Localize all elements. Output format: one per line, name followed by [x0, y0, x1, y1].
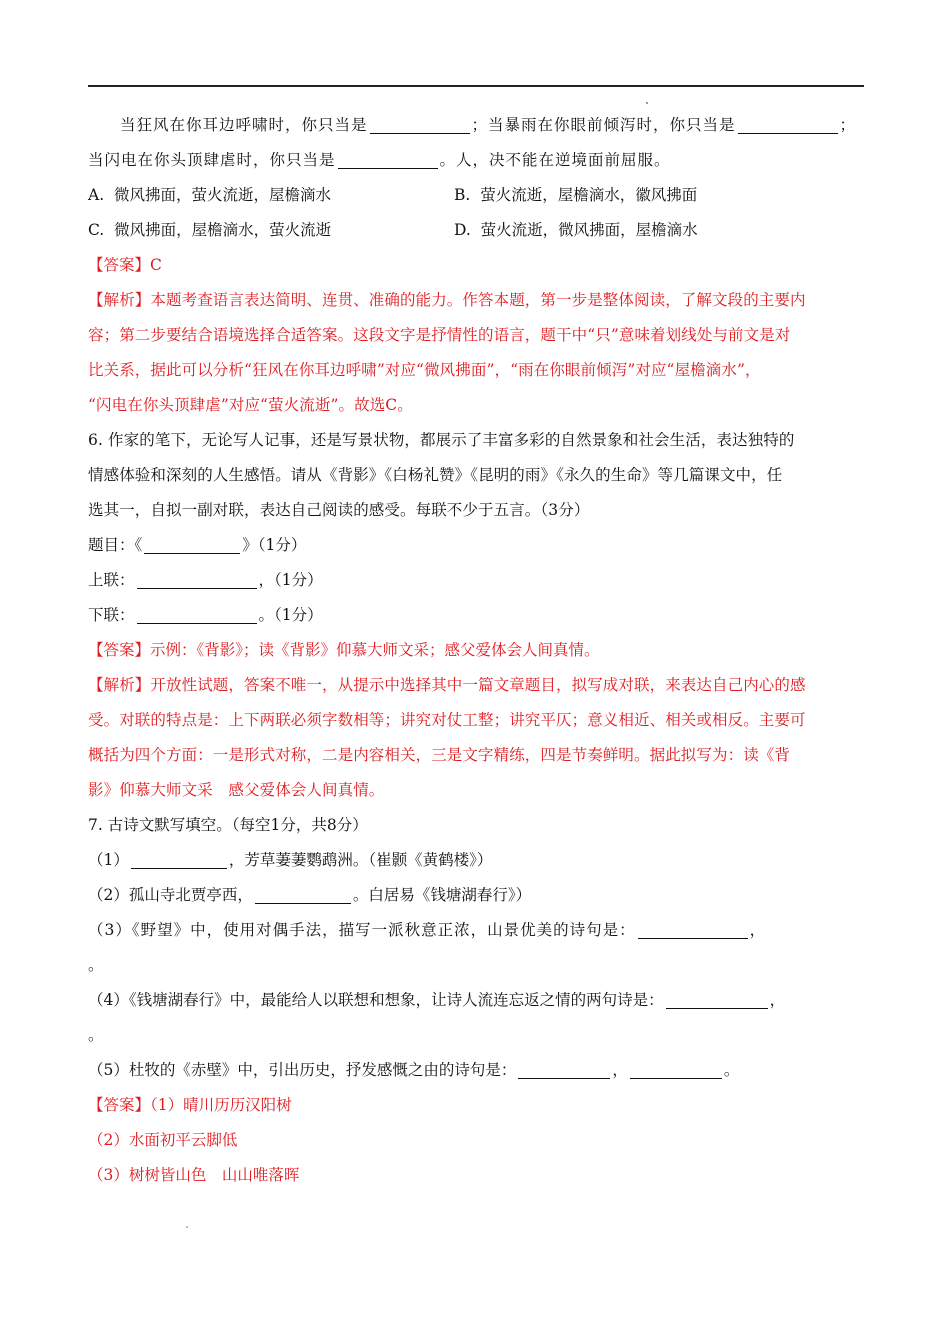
q7-item-3: （3）《野望》中，使用对偶手法，描写一派秋意正浓，山景优美的诗句是： ， — [88, 921, 767, 939]
option-a[interactable]: A. 微风拂面，萤火流逝，屋檐滴水 — [88, 186, 331, 204]
q6-stem-line: 6. 作家的笔下，无论写人记事，还是写景状物，都展示了丰富多彩的自然景象和社会生活，表达独特的 — [88, 431, 795, 449]
q5-analysis-line: 容；第二步要结合语境选择合适答案。这段文字是抒情性的语言，题干中“只”意味着划线处与前文是对 — [88, 326, 791, 344]
answer-blank[interactable] — [338, 150, 438, 169]
option-d[interactable]: D. 萤火流逝，微风拂面，屋檐滴水 — [454, 221, 698, 239]
speck-mark — [186, 1226, 188, 1228]
q5-answer: 【答案】C — [88, 256, 162, 274]
q5-options-row-1 — [88, 178, 864, 213]
answer-blank[interactable] — [630, 1060, 722, 1079]
q5-stem-line-1: 当狂风在你耳边呼啸时，你只当是 ；当暴雨在你眼前倾泻时，你只当是 ； — [120, 116, 857, 134]
q5-options-row-2 — [88, 213, 864, 248]
q6-stem-line: 选其一，自拟一副对联，表达自己阅读的感受。每联不少于五言。（3分） — [88, 501, 590, 519]
q7-item-1: （1） ，芳草萋萋鹦鹉洲。（崔颢《黄鹤楼》） — [88, 851, 493, 869]
q7-title: 7. 古诗文默写填空。（每空1分，共8分） — [88, 816, 368, 834]
q7-item-4: （4）《钱塘湖春行》中，最能给人以联想和想象，让诗人流连忘返之情的两句诗是： ， — [88, 991, 786, 1009]
upper-couplet-blank[interactable] — [137, 570, 257, 589]
answer-blank[interactable] — [638, 920, 748, 939]
q7-answer-line: 【答案】（1）晴川历历汉阳树 — [88, 1096, 292, 1114]
answer-blank[interactable] — [518, 1060, 610, 1079]
q6-title-field: 题目：《 》（1分） — [88, 536, 307, 554]
q5-analysis-line: 比关系，据此可以分析“狂风在你耳边呼啸”对应“微风拂面”，“雨在你眼前倾泻”对应“屋檐滴水”， — [88, 361, 761, 379]
q6-analysis-line: 概括为四个方面：一是形式对称，二是内容相关，三是文字精练，四是节奏鲜明。据此拟写为：读《背 — [88, 746, 791, 764]
lower-couplet-blank[interactable] — [137, 605, 257, 624]
title-blank[interactable] — [144, 535, 240, 554]
q6-analysis-line: 受。对联的特点是：上下两联必须字数相等；讲究对仗工整；讲究平仄；意义相近、相关或相反。主要可 — [88, 711, 806, 729]
option-b[interactable]: B. 萤火流逝，屋檐滴水，徽风拂面 — [454, 186, 698, 204]
q6-upper-couplet-field: 上联： ，（1分） — [88, 571, 323, 589]
header-rule — [88, 85, 864, 87]
q7-answer-line: （3）树树皆山色 山山唯落晖 — [88, 1166, 300, 1184]
document-body — [88, 108, 864, 1193]
q6-stem-line: 情感体验和深刻的人生感悟。请从《背影》《白杨礼赞》《昆明的雨》《永久的生命》等几篇课文中，任 — [88, 466, 783, 484]
option-c[interactable]: C. 微风拂面，屋檐滴水，萤火流逝 — [88, 221, 332, 239]
q5-stem-line-2: 当闪电在你头顶肆虐时，你只当是 。人，决不能在逆境面前屈服。 — [88, 151, 671, 169]
answer-blank[interactable] — [131, 850, 227, 869]
q7-item-3-cont: 。 — [88, 956, 104, 974]
speck-mark — [646, 102, 648, 104]
answer-blank[interactable] — [255, 885, 351, 904]
q6-analysis-line: 【解析】开放性试题，答案不唯一，从提示中选择其中一篇文章题目，拟写成对联，来表达自己内心的感 — [88, 676, 806, 694]
q6-lower-couplet-field: 下联： 。（1分） — [88, 606, 323, 624]
q7-answer-line: （2）水面初平云脚低 — [88, 1131, 238, 1149]
q5-analysis-line: “闪电在你头顶肆虐”对应“萤火流逝”。故选C。 — [88, 396, 413, 414]
answer-blank[interactable] — [738, 115, 838, 134]
answer-blank[interactable] — [666, 990, 768, 1009]
q7-item-5: （5）杜牧的《赤壁》中，引出历史，抒发感慨之由的诗句是： ， 。 — [88, 1061, 740, 1079]
q6-answer: 【答案】示例：《背影》；读《背影》仰慕大师文采；感父爱体会人间真情。 — [88, 641, 600, 659]
q5-analysis-line: 【解析】本题考查语言表达简明、连贯、准确的能力。作答本题，第一步是整体阅读，了解文段的主要内 — [88, 291, 806, 309]
q6-analysis-line: 影》仰慕大师文采 感父爱体会人间真情。 — [88, 781, 385, 799]
q7-item-2: （2）孤山寺北贾亭西， 。白居易《钱塘湖春行》） — [88, 886, 532, 904]
q7-item-4-cont: 。 — [88, 1026, 104, 1044]
answer-blank[interactable] — [370, 115, 470, 134]
